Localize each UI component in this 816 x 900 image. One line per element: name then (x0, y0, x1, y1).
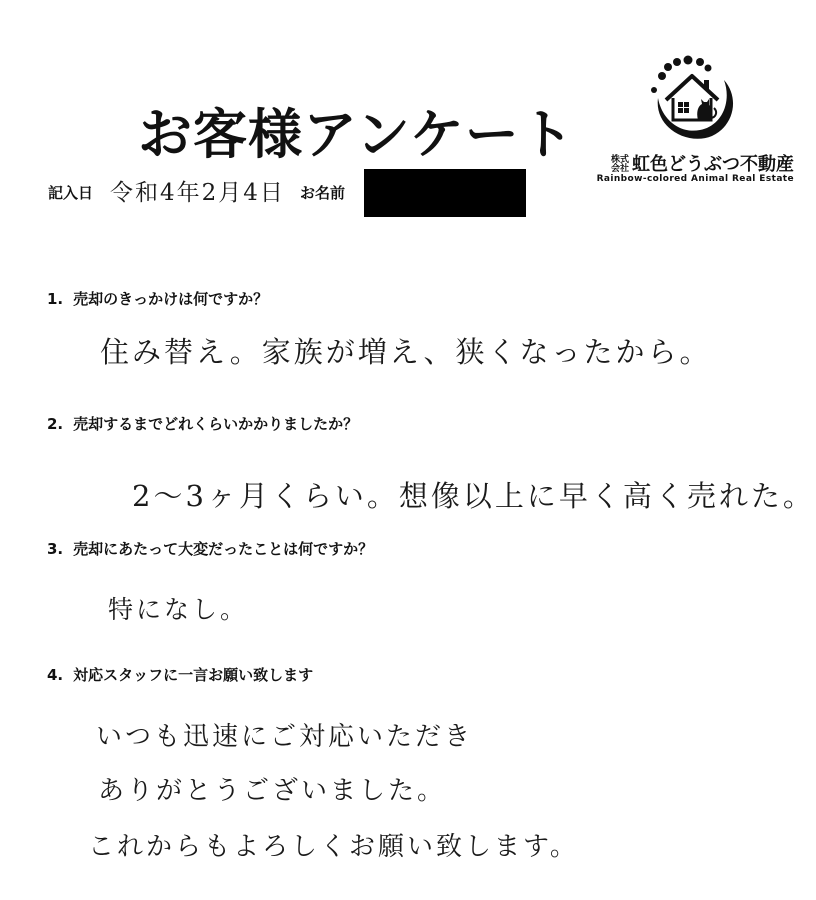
question-number: 1. (47, 290, 64, 308)
company-type: 株式 会社 (610, 155, 629, 174)
survey-title: お客様アンケート (138, 103, 575, 166)
answer-4-line-3: これからもよろしくお願い致します。 (88, 832, 579, 862)
question-number: 2. (47, 415, 64, 433)
company-name: 株式 会社 虹色どうぶつ不動産 (610, 154, 794, 175)
question-text: 対応スタッフに一言お願い致します (73, 666, 314, 684)
question-text: 売却にあたって大変だったことは何ですか？ (73, 540, 374, 558)
name-redacted-box (364, 169, 526, 217)
question-text: 売却するまでどれくらいかかりましたか？ (73, 415, 359, 433)
date-label: 記入日 (48, 184, 94, 202)
house-cat-paw-logo-icon (648, 50, 740, 146)
name-label: お名前 (300, 184, 346, 202)
date-value: 令和4年2月4日 (110, 180, 285, 206)
question-3 (47, 538, 373, 559)
question-2 (47, 413, 358, 434)
answer-1-line-1: 住み替え。家族が増え、狭くなったから。 (100, 335, 712, 369)
company-name-english: Rainbow-colored Animal Real Estate (596, 174, 794, 184)
company-logo (584, 50, 794, 190)
answer-4-line-1: いつも迅速にご対応いただき (96, 722, 474, 752)
answer-4-line-2: ありがとうございました。 (98, 776, 447, 806)
question-number: 4. (47, 666, 64, 684)
answer-3-line-1: 特になし。 (108, 595, 249, 624)
question-number: 3. (47, 540, 64, 558)
question-text: 売却のきっかけは何ですか？ (73, 290, 269, 308)
question-4 (47, 664, 313, 685)
question-1 (47, 288, 268, 309)
answer-2-line-1: 2～3ヶ月くらい。想像以上に早く高く売れた。 (132, 479, 815, 513)
